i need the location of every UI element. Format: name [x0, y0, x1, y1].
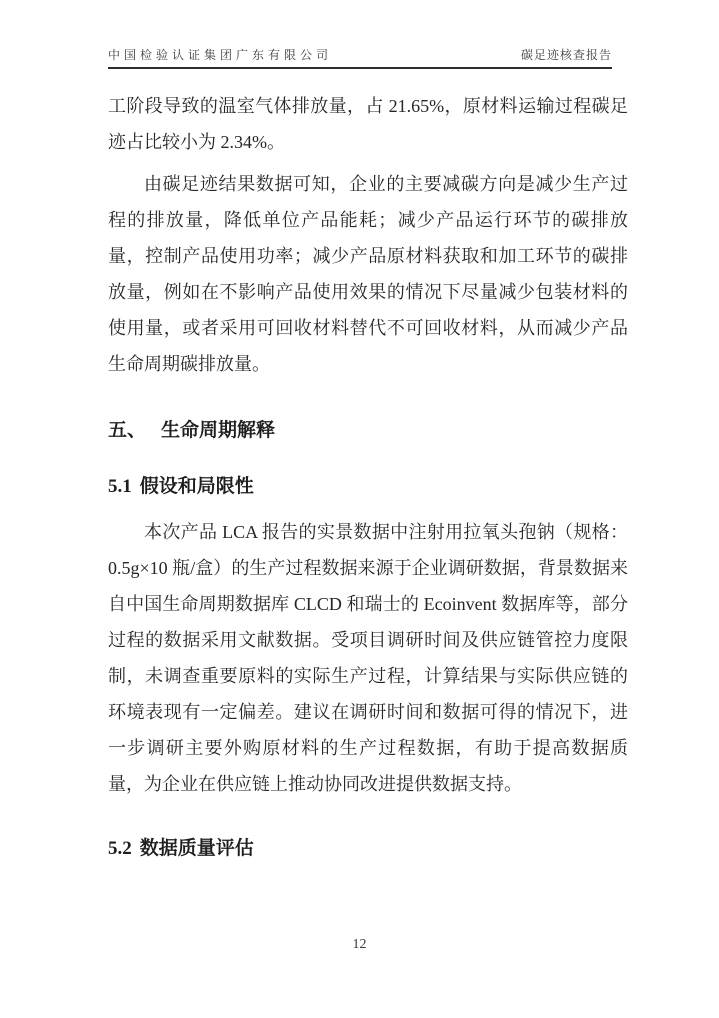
page-body [108, 88, 628, 862]
section-5-2-title: 数据质量评估 [139, 838, 254, 859]
paragraph-footprint-percentages: 工阶段导致的温室气体排放量，占 21.65%，原材料运输过程碳足迹占比较小为 2.34%。 [108, 96, 628, 152]
section-5-number: 五、 [108, 420, 147, 441]
section-5-2-heading [108, 836, 628, 862]
page-footer [0, 936, 719, 954]
section-5-title: 生命周期解释 [161, 420, 276, 441]
header-report-title: 碳足迹核查报告 [520, 48, 612, 62]
page-header [108, 48, 612, 69]
section-5-1-title: 假设和局限性 [139, 476, 254, 497]
paragraph-carbon-reduction-directions: 由碳足迹结果数据可知，企业的主要减碳方向是减少生产过程的排放量，降低单位产品能耗；减少产品运行环节的碳排放量，控制产品使用功率；减少产品原材料获取和加工环节的碳排放量，例如在不影响产品使用效果的情况下尽量减少包装材料的使用量，或者采用可回收材料替代不可回收材料，从而减少产品生命周期碳排放量。 [108, 174, 628, 374]
section-5-1-heading [108, 474, 628, 500]
paragraph-assumptions-limitations: 本次产品 LCA 报告的实景数据中注射用拉氧头孢钠（规格：0.5g×10 瓶/盒）的生产过程数据来源于企业调研数据，背景数据来自中国生命周期数据库 CLCD 和瑞士的 Ecoinvent 数据库等，部分过程的数据采用文献数据。受项目调研时间及供应链管控力度限制，未调查重要原料的实际生产过程，计算结果与实际供应链的环境表现有一定偏差。建议在调研时间和数据可得的情况下，进一步调研主要外购原材料的生产过程数据，有助于提高数据质量，为企业在供应链上推动协同改进提供数据支持。 [108, 522, 628, 794]
section-5-2-number: 5.2 [108, 838, 132, 859]
section-5-1-number: 5.1 [108, 476, 132, 497]
header-company-name: 中国检验认证集团广东有限公司 [108, 48, 333, 62]
page-number: 12 [352, 937, 367, 952]
section-5-heading [108, 418, 628, 444]
